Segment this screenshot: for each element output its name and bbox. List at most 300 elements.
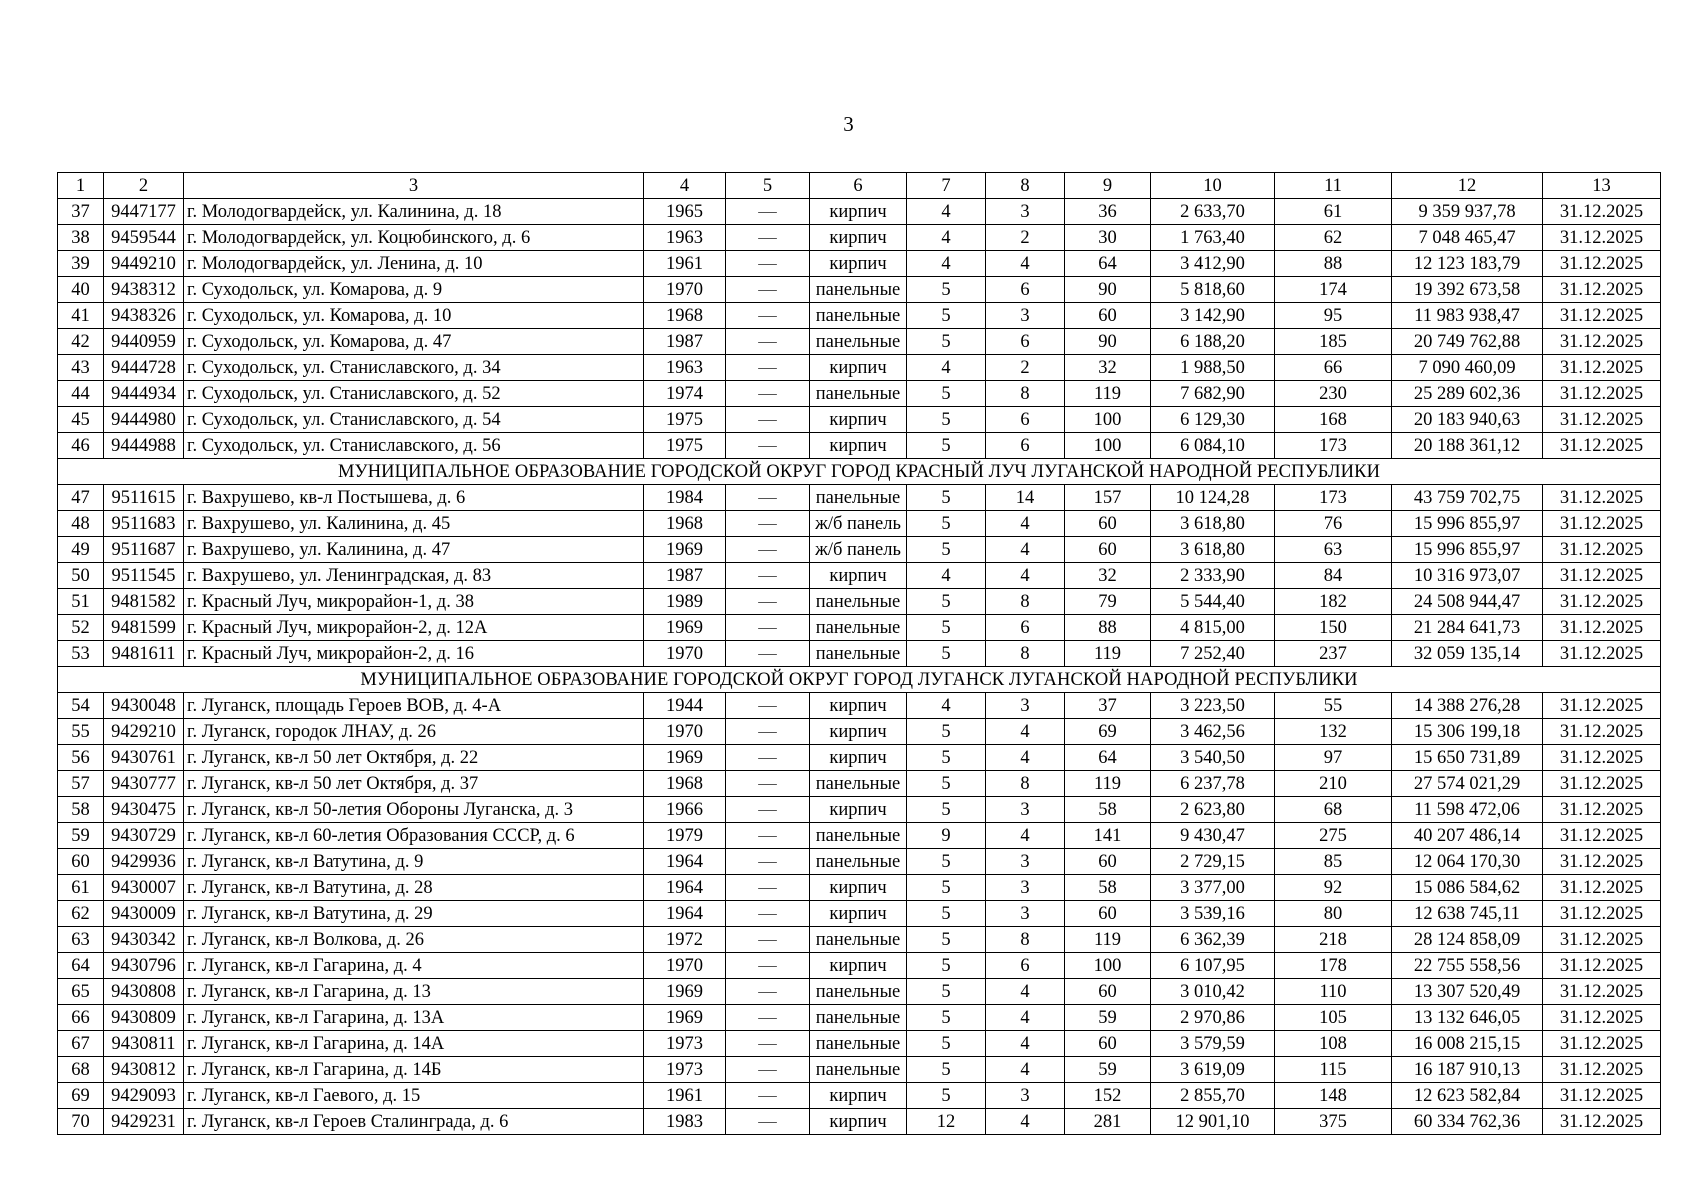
cell-object-id: 9438326 <box>104 303 184 329</box>
table-row <box>58 641 1661 667</box>
cell-total-area: 3 618,80 <box>1151 537 1275 563</box>
cell-apartments: 58 <box>1065 875 1151 901</box>
cell-residents: 68 <box>1275 797 1392 823</box>
cell-apartments: 141 <box>1065 823 1151 849</box>
cell-row-number: 60 <box>58 849 104 875</box>
cell-object-id: 9444980 <box>104 407 184 433</box>
cell-total-area: 4 815,00 <box>1151 615 1275 641</box>
cell-reconstruction-year: — <box>726 745 810 771</box>
cell-build-year: 1975 <box>644 407 726 433</box>
cell-reconstruction-year: — <box>726 355 810 381</box>
cell-floors: 5 <box>907 303 986 329</box>
cell-repair-cost: 20 188 361,12 <box>1392 433 1543 459</box>
cell-entrances: 14 <box>986 485 1065 511</box>
cell-object-id: 9430048 <box>104 693 184 719</box>
cell-floors: 5 <box>907 771 986 797</box>
cell-address: г. Вахрушево, ул. Калинина, д. 47 <box>184 537 644 563</box>
cell-repair-cost: 9 359 937,78 <box>1392 199 1543 225</box>
cell-apartments: 59 <box>1065 1005 1151 1031</box>
cell-apartments: 60 <box>1065 901 1151 927</box>
cell-address: г. Вахрушево, кв-л Постышева, д. 6 <box>184 485 644 511</box>
cell-object-id: 9444728 <box>104 355 184 381</box>
cell-wall-material: ж/б панель <box>810 511 907 537</box>
cell-entrances: 4 <box>986 563 1065 589</box>
cell-residents: 92 <box>1275 875 1392 901</box>
cell-row-number: 66 <box>58 1005 104 1031</box>
cell-wall-material: ж/б панель <box>810 537 907 563</box>
cell-total-area: 5 544,40 <box>1151 589 1275 615</box>
cell-residents: 178 <box>1275 953 1392 979</box>
cell-residents: 115 <box>1275 1057 1392 1083</box>
cell-total-area: 3 462,56 <box>1151 719 1275 745</box>
cell-total-area: 2 623,80 <box>1151 797 1275 823</box>
table-row <box>58 329 1661 355</box>
cell-reconstruction-year: — <box>726 303 810 329</box>
cell-wall-material: панельные <box>810 1057 907 1083</box>
cell-wall-material: кирпич <box>810 199 907 225</box>
cell-wall-material: панельные <box>810 329 907 355</box>
cell-wall-material: панельные <box>810 979 907 1005</box>
cell-row-number: 49 <box>58 537 104 563</box>
cell-row-number: 40 <box>58 277 104 303</box>
cell-repair-cost: 32 059 135,14 <box>1392 641 1543 667</box>
cell-deadline: 31.12.2025 <box>1543 251 1661 277</box>
cell-residents: 218 <box>1275 927 1392 953</box>
cell-address: г. Луганск, кв-л Гаевого, д. 15 <box>184 1083 644 1109</box>
cell-address: г. Луганск, кв-л Героев Сталинграда, д. 6 <box>184 1109 644 1135</box>
cell-residents: 97 <box>1275 745 1392 771</box>
cell-floors: 5 <box>907 615 986 641</box>
cell-object-id: 9430007 <box>104 875 184 901</box>
cell-row-number: 41 <box>58 303 104 329</box>
cell-object-id: 9511687 <box>104 537 184 563</box>
cell-repair-cost: 12 623 582,84 <box>1392 1083 1543 1109</box>
cell-reconstruction-year: — <box>726 511 810 537</box>
cell-build-year: 1963 <box>644 225 726 251</box>
cell-row-number: 69 <box>58 1083 104 1109</box>
cell-total-area: 7 682,90 <box>1151 381 1275 407</box>
cell-object-id: 9459544 <box>104 225 184 251</box>
cell-apartments: 119 <box>1065 381 1151 407</box>
cell-wall-material: панельные <box>810 927 907 953</box>
cell-residents: 63 <box>1275 537 1392 563</box>
cell-repair-cost: 14 388 276,28 <box>1392 693 1543 719</box>
cell-address: г. Луганск, кв-л Гагарина, д. 13 <box>184 979 644 1005</box>
cell-object-id: 9430761 <box>104 745 184 771</box>
cell-reconstruction-year: — <box>726 823 810 849</box>
cell-apartments: 60 <box>1065 303 1151 329</box>
cell-reconstruction-year: — <box>726 199 810 225</box>
cell-floors: 4 <box>907 693 986 719</box>
table-row <box>58 381 1661 407</box>
cell-build-year: 1965 <box>644 199 726 225</box>
cell-total-area: 3 412,90 <box>1151 251 1275 277</box>
cell-build-year: 1973 <box>644 1031 726 1057</box>
cell-entrances: 8 <box>986 641 1065 667</box>
cell-apartments: 69 <box>1065 719 1151 745</box>
cell-wall-material: кирпич <box>810 225 907 251</box>
cell-reconstruction-year: — <box>726 979 810 1005</box>
cell-wall-material: кирпич <box>810 745 907 771</box>
cell-wall-material: кирпич <box>810 693 907 719</box>
cell-floors: 5 <box>907 329 986 355</box>
cell-entrances: 3 <box>986 693 1065 719</box>
cell-entrances: 4 <box>986 719 1065 745</box>
cell-address: г. Луганск, кв-л Ватутина, д. 9 <box>184 849 644 875</box>
cell-entrances: 6 <box>986 277 1065 303</box>
cell-deadline: 31.12.2025 <box>1543 745 1661 771</box>
table-row <box>58 719 1661 745</box>
cell-build-year: 1989 <box>644 589 726 615</box>
cell-deadline: 31.12.2025 <box>1543 355 1661 381</box>
cell-repair-cost: 20 183 940,63 <box>1392 407 1543 433</box>
cell-build-year: 1979 <box>644 823 726 849</box>
cell-wall-material: кирпич <box>810 1109 907 1135</box>
cell-floors: 5 <box>907 1031 986 1057</box>
cell-apartments: 90 <box>1065 329 1151 355</box>
cell-residents: 210 <box>1275 771 1392 797</box>
cell-floors: 5 <box>907 875 986 901</box>
cell-floors: 5 <box>907 641 986 667</box>
cell-object-id: 9430777 <box>104 771 184 797</box>
cell-object-id: 9511615 <box>104 485 184 511</box>
cell-reconstruction-year: — <box>726 225 810 251</box>
cell-apartments: 157 <box>1065 485 1151 511</box>
cell-entrances: 3 <box>986 849 1065 875</box>
cell-total-area: 6 129,30 <box>1151 407 1275 433</box>
cell-deadline: 31.12.2025 <box>1543 927 1661 953</box>
cell-object-id: 9430812 <box>104 1057 184 1083</box>
cell-build-year: 1964 <box>644 875 726 901</box>
cell-reconstruction-year: — <box>726 875 810 901</box>
cell-reconstruction-year: — <box>726 641 810 667</box>
cell-entrances: 4 <box>986 745 1065 771</box>
cell-deadline: 31.12.2025 <box>1543 1057 1661 1083</box>
cell-object-id: 9430342 <box>104 927 184 953</box>
cell-repair-cost: 22 755 558,56 <box>1392 953 1543 979</box>
table-row <box>58 433 1661 459</box>
table-row <box>58 303 1661 329</box>
table-row <box>58 927 1661 953</box>
cell-wall-material: панельные <box>810 381 907 407</box>
cell-row-number: 46 <box>58 433 104 459</box>
cell-reconstruction-year: — <box>726 927 810 953</box>
cell-deadline: 31.12.2025 <box>1543 303 1661 329</box>
cell-wall-material: кирпич <box>810 901 907 927</box>
cell-entrances: 4 <box>986 1057 1065 1083</box>
cell-residents: 105 <box>1275 1005 1392 1031</box>
cell-apartments: 32 <box>1065 563 1151 589</box>
cell-row-number: 52 <box>58 615 104 641</box>
cell-residents: 80 <box>1275 901 1392 927</box>
cell-apartments: 30 <box>1065 225 1151 251</box>
cell-repair-cost: 15 996 855,97 <box>1392 537 1543 563</box>
cell-repair-cost: 25 289 602,36 <box>1392 381 1543 407</box>
cell-deadline: 31.12.2025 <box>1543 511 1661 537</box>
cell-wall-material: панельные <box>810 771 907 797</box>
cell-apartments: 100 <box>1065 433 1151 459</box>
cell-row-number: 61 <box>58 875 104 901</box>
cell-total-area: 1 988,50 <box>1151 355 1275 381</box>
cell-apartments: 58 <box>1065 797 1151 823</box>
cell-residents: 84 <box>1275 563 1392 589</box>
cell-row-number: 45 <box>58 407 104 433</box>
cell-build-year: 1963 <box>644 355 726 381</box>
cell-apartments: 88 <box>1065 615 1151 641</box>
cell-total-area: 6 188,20 <box>1151 329 1275 355</box>
cell-address: г. Луганск, кв-л 60-летия Образования СССР, д. 6 <box>184 823 644 849</box>
table-row <box>58 1031 1661 1057</box>
cell-build-year: 1987 <box>644 563 726 589</box>
cell-total-area: 10 124,28 <box>1151 485 1275 511</box>
cell-object-id: 9429231 <box>104 1109 184 1135</box>
cell-row-number: 47 <box>58 485 104 511</box>
cell-row-number: 51 <box>58 589 104 615</box>
cell-repair-cost: 13 307 520,49 <box>1392 979 1543 1005</box>
table-row <box>58 953 1661 979</box>
cell-address: г. Красный Луч, микрорайон-2, д. 12А <box>184 615 644 641</box>
cell-object-id: 9430475 <box>104 797 184 823</box>
table-row <box>58 693 1661 719</box>
cell-wall-material: панельные <box>810 641 907 667</box>
table-row <box>58 485 1661 511</box>
cell-address: г. Суходольск, ул. Комарова, д. 9 <box>184 277 644 303</box>
cell-total-area: 6 084,10 <box>1151 433 1275 459</box>
cell-residents: 275 <box>1275 823 1392 849</box>
cell-repair-cost: 43 759 702,75 <box>1392 485 1543 511</box>
cell-reconstruction-year: — <box>726 381 810 407</box>
cell-floors: 5 <box>907 537 986 563</box>
cell-address: г. Красный Луч, микрорайон-1, д. 38 <box>184 589 644 615</box>
table-row <box>58 745 1661 771</box>
cell-object-id: 9430808 <box>104 979 184 1005</box>
cell-entrances: 6 <box>986 953 1065 979</box>
cell-deadline: 31.12.2025 <box>1543 381 1661 407</box>
cell-apartments: 100 <box>1065 407 1151 433</box>
cell-deadline: 31.12.2025 <box>1543 433 1661 459</box>
cell-repair-cost: 15 996 855,97 <box>1392 511 1543 537</box>
cell-wall-material: панельные <box>810 849 907 875</box>
cell-address: г. Луганск, площадь Героев ВОВ, д. 4-А <box>184 693 644 719</box>
cell-floors: 4 <box>907 199 986 225</box>
cell-row-number: 70 <box>58 1109 104 1135</box>
cell-wall-material: кирпич <box>810 1083 907 1109</box>
cell-wall-material: кирпич <box>810 407 907 433</box>
cell-reconstruction-year: — <box>726 719 810 745</box>
cell-apartments: 60 <box>1065 1031 1151 1057</box>
cell-row-number: 48 <box>58 511 104 537</box>
cell-floors: 5 <box>907 433 986 459</box>
table-row <box>58 407 1661 433</box>
cell-apartments: 119 <box>1065 927 1151 953</box>
cell-floors: 5 <box>907 589 986 615</box>
housing-registry-table <box>57 172 1661 1135</box>
column-header-2: 2 <box>104 173 184 199</box>
municipality-section-title: МУНИЦИПАЛЬНОЕ ОБРАЗОВАНИЕ ГОРОДСКОЙ ОКРУГ ГОРОД ЛУГАНСК ЛУГАНСКОЙ НАРОДНОЙ РЕСПУБЛИКИ <box>58 667 1661 693</box>
cell-row-number: 55 <box>58 719 104 745</box>
section-header-row <box>58 667 1661 693</box>
table-row <box>58 199 1661 225</box>
cell-reconstruction-year: — <box>726 251 810 277</box>
cell-reconstruction-year: — <box>726 797 810 823</box>
cell-address: г. Луганск, кв-л Гагарина, д. 14А <box>184 1031 644 1057</box>
cell-floors: 12 <box>907 1109 986 1135</box>
cell-entrances: 6 <box>986 407 1065 433</box>
cell-object-id: 9511545 <box>104 563 184 589</box>
cell-total-area: 3 223,50 <box>1151 693 1275 719</box>
cell-reconstruction-year: — <box>726 901 810 927</box>
cell-deadline: 31.12.2025 <box>1543 563 1661 589</box>
cell-floors: 4 <box>907 251 986 277</box>
cell-residents: 95 <box>1275 303 1392 329</box>
cell-entrances: 4 <box>986 1005 1065 1031</box>
column-header-5: 5 <box>726 173 810 199</box>
cell-deadline: 31.12.2025 <box>1543 199 1661 225</box>
cell-residents: 110 <box>1275 979 1392 1005</box>
cell-object-id: 9447177 <box>104 199 184 225</box>
table-row <box>58 875 1661 901</box>
cell-build-year: 1964 <box>644 901 726 927</box>
cell-entrances: 4 <box>986 823 1065 849</box>
cell-residents: 185 <box>1275 329 1392 355</box>
cell-apartments: 281 <box>1065 1109 1151 1135</box>
cell-total-area: 6 237,78 <box>1151 771 1275 797</box>
cell-build-year: 1969 <box>644 979 726 1005</box>
cell-deadline: 31.12.2025 <box>1543 589 1661 615</box>
cell-floors: 5 <box>907 1083 986 1109</box>
column-header-7: 7 <box>907 173 986 199</box>
cell-wall-material: панельные <box>810 1005 907 1031</box>
table-row <box>58 277 1661 303</box>
cell-repair-cost: 12 638 745,11 <box>1392 901 1543 927</box>
cell-row-number: 50 <box>58 563 104 589</box>
cell-residents: 230 <box>1275 381 1392 407</box>
cell-object-id: 9430729 <box>104 823 184 849</box>
cell-build-year: 1972 <box>644 927 726 953</box>
cell-residents: 62 <box>1275 225 1392 251</box>
cell-floors: 5 <box>907 1057 986 1083</box>
cell-residents: 237 <box>1275 641 1392 667</box>
cell-address: г. Молодогвардейск, ул. Ленина, д. 10 <box>184 251 644 277</box>
column-header-12: 12 <box>1392 173 1543 199</box>
cell-floors: 5 <box>907 901 986 927</box>
cell-residents: 174 <box>1275 277 1392 303</box>
cell-build-year: 1970 <box>644 277 726 303</box>
cell-residents: 173 <box>1275 485 1392 511</box>
cell-residents: 55 <box>1275 693 1392 719</box>
cell-reconstruction-year: — <box>726 1109 810 1135</box>
cell-repair-cost: 20 749 762,88 <box>1392 329 1543 355</box>
cell-build-year: 1968 <box>644 771 726 797</box>
cell-address: г. Вахрушево, ул. Калинина, д. 45 <box>184 511 644 537</box>
cell-wall-material: кирпич <box>810 953 907 979</box>
cell-reconstruction-year: — <box>726 953 810 979</box>
cell-total-area: 9 430,47 <box>1151 823 1275 849</box>
cell-total-area: 5 818,60 <box>1151 277 1275 303</box>
cell-object-id: 9429936 <box>104 849 184 875</box>
cell-build-year: 1987 <box>644 329 726 355</box>
table-row <box>58 511 1661 537</box>
cell-row-number: 44 <box>58 381 104 407</box>
cell-wall-material: кирпич <box>810 563 907 589</box>
cell-build-year: 1968 <box>644 511 726 537</box>
cell-entrances: 3 <box>986 303 1065 329</box>
cell-reconstruction-year: — <box>726 537 810 563</box>
cell-object-id: 9481582 <box>104 589 184 615</box>
cell-row-number: 57 <box>58 771 104 797</box>
cell-address: г. Суходольск, ул. Станиславского, д. 34 <box>184 355 644 381</box>
cell-entrances: 4 <box>986 979 1065 1005</box>
cell-total-area: 1 763,40 <box>1151 225 1275 251</box>
cell-residents: 132 <box>1275 719 1392 745</box>
table-row <box>58 251 1661 277</box>
cell-repair-cost: 28 124 858,09 <box>1392 927 1543 953</box>
section-header-row <box>58 459 1661 485</box>
cell-floors: 5 <box>907 745 986 771</box>
cell-floors: 5 <box>907 719 986 745</box>
table-row <box>58 1083 1661 1109</box>
cell-deadline: 31.12.2025 <box>1543 277 1661 303</box>
column-header-11: 11 <box>1275 173 1392 199</box>
cell-total-area: 2 729,15 <box>1151 849 1275 875</box>
cell-deadline: 31.12.2025 <box>1543 875 1661 901</box>
cell-entrances: 3 <box>986 199 1065 225</box>
cell-entrances: 4 <box>986 537 1065 563</box>
cell-entrances: 3 <box>986 1083 1065 1109</box>
cell-residents: 148 <box>1275 1083 1392 1109</box>
cell-entrances: 3 <box>986 901 1065 927</box>
cell-apartments: 60 <box>1065 849 1151 875</box>
table-row <box>58 771 1661 797</box>
cell-row-number: 59 <box>58 823 104 849</box>
cell-row-number: 53 <box>58 641 104 667</box>
cell-total-area: 3 619,09 <box>1151 1057 1275 1083</box>
cell-entrances: 3 <box>986 875 1065 901</box>
cell-address: г. Молодогвардейск, ул. Калинина, д. 18 <box>184 199 644 225</box>
table-row <box>58 563 1661 589</box>
cell-apartments: 90 <box>1065 277 1151 303</box>
cell-row-number: 62 <box>58 901 104 927</box>
cell-build-year: 1970 <box>644 719 726 745</box>
cell-reconstruction-year: — <box>726 771 810 797</box>
cell-address: г. Луганск, кв-л Ватутина, д. 29 <box>184 901 644 927</box>
cell-repair-cost: 15 306 199,18 <box>1392 719 1543 745</box>
cell-repair-cost: 19 392 673,58 <box>1392 277 1543 303</box>
table-body <box>58 199 1661 1135</box>
cell-object-id: 9511683 <box>104 511 184 537</box>
page-number: 3 <box>843 112 854 136</box>
cell-reconstruction-year: — <box>726 589 810 615</box>
column-header-13: 13 <box>1543 173 1661 199</box>
cell-object-id: 9444934 <box>104 381 184 407</box>
cell-wall-material: панельные <box>810 485 907 511</box>
table-row <box>58 537 1661 563</box>
table-row <box>58 797 1661 823</box>
cell-object-id: 9481611 <box>104 641 184 667</box>
cell-floors: 9 <box>907 823 986 849</box>
cell-total-area: 7 252,40 <box>1151 641 1275 667</box>
cell-entrances: 6 <box>986 329 1065 355</box>
cell-wall-material: панельные <box>810 615 907 641</box>
cell-entrances: 4 <box>986 511 1065 537</box>
column-header-6: 6 <box>810 173 907 199</box>
cell-object-id: 9481599 <box>104 615 184 641</box>
cell-wall-material: кирпич <box>810 875 907 901</box>
cell-reconstruction-year: — <box>726 407 810 433</box>
cell-apartments: 64 <box>1065 251 1151 277</box>
column-number-header <box>58 173 1661 199</box>
cell-deadline: 31.12.2025 <box>1543 979 1661 1005</box>
